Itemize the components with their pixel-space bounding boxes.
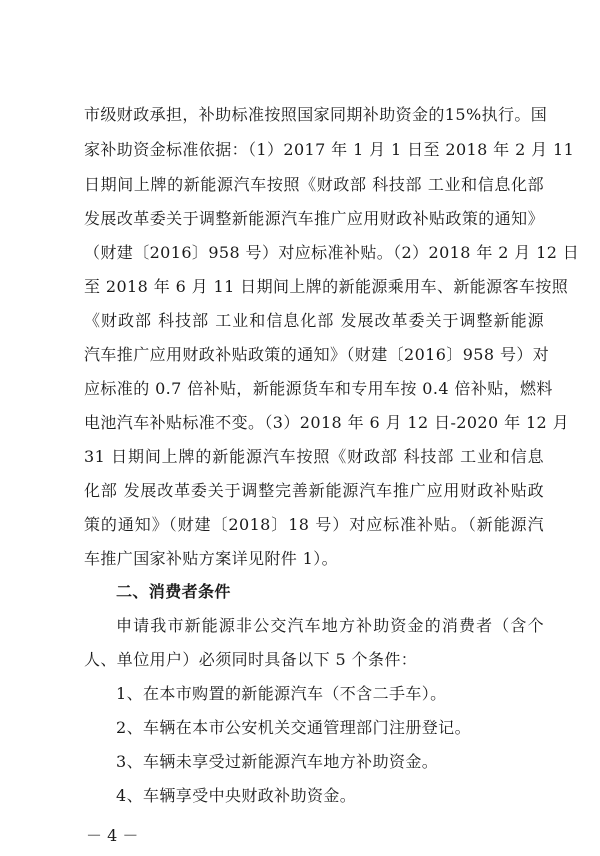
condition-item: 2、车辆在本市公安机关交通管理部门注册登记。 — [116, 718, 471, 737]
paragraph-1-line: 电池汽车补贴标准不变。（3）2018 年 6 月 12 日-2020 年 12 月 — [84, 413, 570, 432]
paragraph-1-line: 市级财政承担，补助标准按照国家同期补助资金的15%执行。国 — [84, 105, 548, 124]
paragraph-1-line: 31 日期间上牌的新能源汽车按照《财政部 科技部 工业和信息 — [84, 447, 544, 466]
condition-item: 4、车辆享受中央财政补助资金。 — [116, 786, 357, 805]
condition-item: 3、车辆未享受过新能源汽车地方补助资金。 — [116, 752, 439, 771]
paragraph-1-line: 策的通知》（财建〔2018〕18 号）对应标准补贴。（新能源汽 — [84, 515, 544, 534]
condition-item: 1、在本市购置的新能源汽车（不含二手车）。 — [116, 684, 447, 703]
paragraph-1-line: 至 2018 年 6 月 11 日期间上牌的新能源乘用车、新能源客车按照 — [84, 277, 569, 296]
paragraph-1-line: 发展改革委关于调整新能源汽车推广应用财政补贴政策的通知》 — [84, 209, 544, 228]
paragraph-1-line: 车推广国家补贴方案详见附件 1）。 — [84, 549, 339, 568]
paragraph-1-line: 应标准的 0.7 倍补贴，新能源货车和专用车按 0.4 倍补贴，燃料 — [84, 379, 553, 398]
section-heading: 二、消费者条件 — [116, 582, 231, 601]
page-number: － 4 － — [86, 826, 139, 845]
paragraph-1-line: 汽车推广应用财政补贴政策的通知》（财建〔2016〕958 号）对 — [84, 345, 550, 364]
paragraph-2-line: 人、单位用户）必须同时具备以下 5 个条件： — [84, 650, 418, 669]
paragraph-1-line: 化部 发展改革委关于调整完善新能源汽车推广应用财政补贴政 — [84, 481, 544, 500]
paragraph-1-line: 日期间上牌的新能源汽车按照《财政部 科技部 工业和信息化部 — [84, 175, 544, 194]
paragraph-1-line: （财建〔2016〕958 号）对应标准补贴。（2）2018 年 2 月 12 日 — [84, 243, 580, 262]
paragraph-1-line: 《财政部 科技部 工业和信息化部 发展改革委关于调整新能源 — [84, 311, 544, 330]
paragraph-1-line: 家补助资金标准依据：（1）2017 年 1 月 1 日至 2018 年 2 月 11 — [84, 140, 575, 159]
paragraph-2-line: 申请我市新能源非公交汽车地方补助资金的消费者（含个 — [116, 616, 544, 635]
